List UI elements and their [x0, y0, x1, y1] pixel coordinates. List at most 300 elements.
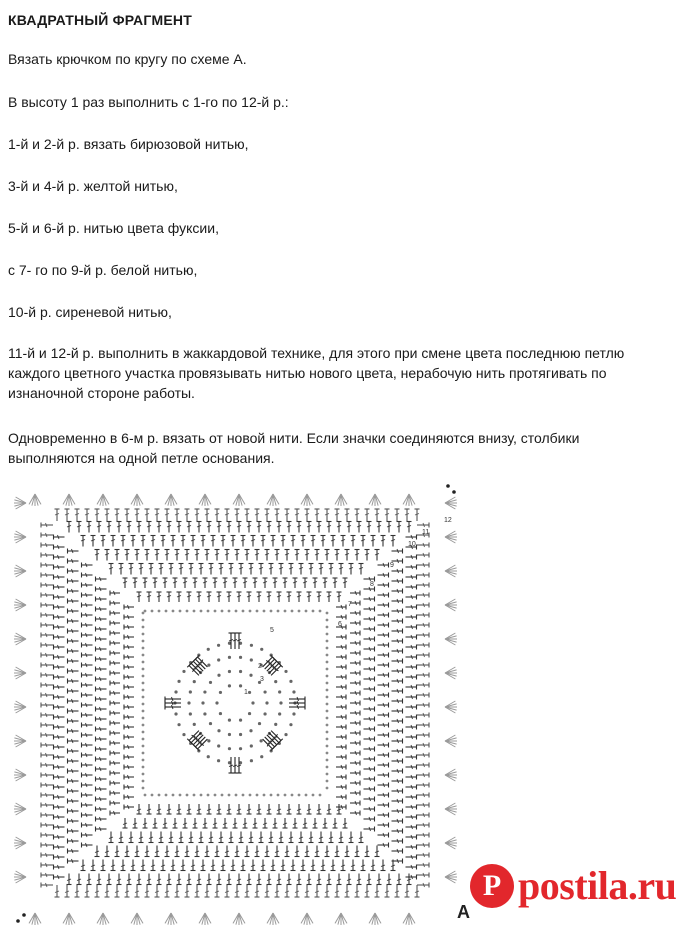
- stitch-symbol: [417, 553, 429, 558]
- stitch-symbol: [217, 522, 222, 533]
- stitch-symbol: [225, 550, 230, 561]
- stitch-symbol: [417, 763, 429, 768]
- petal-stitch: [233, 633, 238, 649]
- stitch-symbol: [417, 573, 429, 578]
- stitch-symbol: [82, 813, 93, 818]
- stitch-symbol: [387, 522, 392, 533]
- paragraph-8: 11-й и 12-й р. выполнить в жаккардовой технике, для этого при смене цвета последнюю петлю каждого цветного участка провязывать нитью нового цвета, нерабочую нить протягивать по изнаночной стороне работы.: [8, 345, 625, 401]
- stitch-symbol: [378, 773, 389, 778]
- stitch-symbol: [82, 603, 93, 608]
- chain-dot: [142, 724, 145, 727]
- stitch-symbol: [157, 522, 162, 533]
- stitch-symbol: [54, 565, 65, 570]
- stitch-symbol: [54, 675, 65, 680]
- stitch-symbol: [285, 550, 290, 561]
- row-number: 9: [390, 562, 394, 569]
- stitch-symbol: [177, 874, 182, 885]
- stitch-symbol: [285, 509, 290, 521]
- stitch-symbol: [107, 522, 112, 533]
- stitch-symbol: [41, 743, 53, 748]
- chain-dot: [279, 701, 282, 704]
- stitch-symbol: [350, 781, 360, 786]
- stitch-symbol: [68, 639, 79, 644]
- stitch-symbol: [96, 767, 107, 772]
- stitch-symbol: [41, 853, 53, 858]
- stitch-symbol: [54, 535, 65, 540]
- stitch-symbol: [361, 860, 366, 871]
- chain-dot: [319, 610, 322, 613]
- stitch-symbol: [417, 883, 429, 888]
- chain-dot: [228, 610, 231, 613]
- stitch-symbol: [249, 564, 254, 575]
- stitch-symbol: [392, 569, 403, 574]
- stitch-symbol: [307, 522, 312, 533]
- stitch-symbol: [277, 804, 282, 814]
- chain-dot: [142, 787, 145, 790]
- stitch-symbol: [217, 592, 222, 602]
- stitch-symbol: [319, 832, 324, 843]
- stitch-symbol: [417, 863, 429, 868]
- stitch-symbol: [67, 874, 72, 885]
- chain-dot: [189, 712, 192, 715]
- stitch-symbol: [215, 885, 220, 897]
- stitch-symbol: [115, 550, 120, 561]
- stitch-symbol: [307, 804, 312, 814]
- stitch-symbol: [249, 832, 254, 843]
- chain-dot: [277, 610, 280, 613]
- chain-dot: [291, 794, 294, 797]
- stitch-symbol: [267, 592, 272, 602]
- stitch-symbol: [121, 860, 126, 871]
- stitch-symbol: [96, 707, 107, 712]
- stitch-symbol: [157, 592, 162, 602]
- stitch-symbol: [333, 818, 338, 828]
- stitch-symbol: [349, 832, 354, 843]
- stitch-symbol: [385, 885, 390, 897]
- row-number: 10: [408, 541, 416, 548]
- stitch-symbol: [85, 509, 90, 521]
- stitch-symbol: [110, 681, 120, 686]
- stitch-symbol: [41, 713, 53, 718]
- stitch-symbol: [336, 725, 346, 730]
- stitch-symbol: [305, 846, 310, 857]
- stitch-symbol: [129, 832, 134, 843]
- chain-dot: [278, 712, 281, 715]
- stitch-symbol: [299, 832, 304, 843]
- stitch-symbol: [124, 695, 134, 700]
- chain-dot: [326, 787, 329, 790]
- stitch-symbol: [415, 509, 420, 521]
- stitch-symbol: [247, 804, 252, 814]
- stitch-symbol: [205, 885, 210, 897]
- stitch-symbol: [315, 509, 320, 521]
- stitch-symbol: [75, 509, 80, 521]
- stitch-symbol: [193, 578, 198, 588]
- stitch-symbol: [337, 522, 342, 533]
- row-number: 2: [258, 663, 262, 670]
- chain-dot: [239, 747, 242, 750]
- chain-dot: [142, 619, 145, 622]
- chain-dot: [142, 731, 145, 734]
- chain-dot: [250, 644, 253, 647]
- stitch-symbol: [110, 721, 120, 726]
- stitch-symbol: [251, 536, 256, 547]
- stitch-symbol: [329, 564, 334, 575]
- stitch-symbol: [199, 564, 204, 575]
- stitch-symbol: [378, 613, 389, 618]
- stitch-symbol: [265, 885, 270, 897]
- stitch-symbol: [110, 771, 120, 776]
- chain-dot: [228, 684, 231, 687]
- stitch-symbol: [96, 727, 107, 732]
- stitch-symbol: [406, 745, 417, 750]
- chain-dot: [142, 626, 145, 629]
- stitch-symbol: [397, 522, 402, 533]
- stitch-symbol: [387, 874, 392, 885]
- stitch-symbol: [124, 655, 134, 660]
- stitch-symbol: [82, 803, 93, 808]
- chain-dot: [215, 701, 218, 704]
- stitch-symbol: [364, 777, 375, 782]
- paragraph-6: с 7- го по 9-й р. белой нитью,: [8, 262, 198, 278]
- stitch-symbol: [378, 643, 389, 648]
- stitch-symbol: [68, 709, 79, 714]
- stitch-symbol: [225, 885, 230, 897]
- stitch-symbol: [167, 522, 172, 533]
- stitch-symbol: [41, 543, 53, 548]
- chain-dot: [142, 689, 145, 692]
- chain-dot: [239, 684, 242, 687]
- stitch-symbol: [147, 874, 152, 885]
- stitch-symbol: [68, 609, 79, 614]
- chain-dot: [326, 668, 329, 671]
- stitch-symbol: [287, 522, 292, 533]
- stitch-symbol: [406, 685, 417, 690]
- stitch-symbol: [337, 874, 342, 885]
- stitch-symbol: [336, 715, 346, 720]
- stitch-symbol: [105, 885, 110, 897]
- chain-dot: [200, 610, 203, 613]
- stitch-symbol: [205, 846, 210, 857]
- stitch-symbol: [331, 860, 336, 871]
- chain-dot: [207, 739, 210, 742]
- stitch-symbol: [392, 729, 403, 734]
- stitch-symbol: [325, 509, 330, 521]
- stitch-symbol: [406, 865, 417, 870]
- stitch-symbol: [82, 633, 93, 638]
- stitch-symbol: [54, 725, 65, 730]
- stitch-symbol: [153, 818, 158, 828]
- stitch-symbol: [364, 807, 375, 812]
- chain-dot: [249, 610, 252, 613]
- stitch-symbol: [378, 673, 389, 678]
- stitch-symbol: [41, 873, 53, 878]
- stitch-symbol: [381, 536, 386, 547]
- stitch-symbol: [417, 523, 429, 528]
- petal-stitch: [233, 757, 238, 773]
- stitch-symbol: [357, 874, 362, 885]
- stitch-symbol: [41, 803, 53, 808]
- stitch-symbol: [255, 550, 260, 561]
- stitch-symbol: [68, 769, 79, 774]
- stitch-symbol: [239, 832, 244, 843]
- stitch-symbol: [364, 677, 375, 682]
- stitch-symbol: [375, 846, 380, 857]
- stitch-symbol: [303, 578, 308, 588]
- stitch-symbol: [41, 563, 53, 568]
- stitch-symbol: [187, 522, 192, 533]
- stitch-symbol: [378, 833, 389, 838]
- chain-dot: [284, 733, 287, 736]
- stitch-symbol: [91, 860, 96, 871]
- stitch-symbol: [364, 597, 375, 602]
- stitch-symbol: [135, 509, 140, 521]
- stitch-symbol: [137, 874, 142, 885]
- stitch-symbol: [85, 885, 90, 897]
- stitch-symbol: [392, 579, 403, 584]
- stitch-symbol: [350, 751, 360, 756]
- stitch-symbol: [111, 536, 116, 547]
- stitch-symbol: [68, 679, 79, 684]
- stitch-symbol: [215, 846, 220, 857]
- stitch-symbol: [135, 885, 140, 897]
- stitch-symbol: [275, 509, 280, 521]
- stitch-symbol: [54, 575, 65, 580]
- stitch-symbol: [371, 860, 376, 871]
- chain-dot: [326, 731, 329, 734]
- stitch-symbol: [350, 721, 360, 726]
- stitch-symbol: [350, 771, 360, 776]
- stitch-symbol: [137, 804, 142, 814]
- stitch-symbol: [54, 785, 65, 790]
- stitch-symbol: [303, 818, 308, 828]
- stitch-symbol: [129, 564, 134, 575]
- stitch-symbol: [307, 874, 312, 885]
- stitch-symbol: [233, 578, 238, 588]
- stitch-symbol: [187, 804, 192, 814]
- stitch-symbol: [341, 860, 346, 871]
- stitch-symbol: [131, 860, 136, 871]
- stitch-symbol: [54, 655, 65, 660]
- stitch-symbol: [275, 846, 280, 857]
- stitch-symbol: [406, 665, 417, 670]
- petal-stitch: [289, 701, 305, 706]
- stitch-symbol: [406, 535, 417, 540]
- stitch-symbol: [417, 693, 429, 698]
- stitch-symbol: [364, 697, 375, 702]
- stitch-symbol: [213, 578, 218, 588]
- stitch-symbol: [392, 719, 403, 724]
- chain-dot: [158, 610, 161, 613]
- stitch-symbol: [68, 579, 79, 584]
- stitch-symbol: [141, 536, 146, 547]
- chain-dot: [326, 689, 329, 692]
- stitch-symbol: [392, 849, 403, 854]
- stitch-symbol: [183, 818, 188, 828]
- stitch-symbol: [95, 885, 100, 897]
- chain-dot: [207, 794, 210, 797]
- stitch-symbol: [317, 592, 322, 602]
- stitch-symbol: [110, 641, 120, 646]
- stitch-symbol: [54, 695, 65, 700]
- chain-dot: [248, 691, 251, 694]
- stitch-symbol: [339, 564, 344, 575]
- stitch-symbol: [392, 709, 403, 714]
- stitch-symbol: [41, 813, 53, 818]
- stitch-symbol: [175, 550, 180, 561]
- stitch-symbol: [96, 697, 107, 702]
- stitch-symbol: [157, 804, 162, 814]
- stitch-symbol: [96, 777, 107, 782]
- chain-dot: [214, 794, 217, 797]
- chain-dot: [142, 759, 145, 762]
- stitch-symbol: [219, 832, 224, 843]
- stitch-symbol: [406, 645, 417, 650]
- stitch-symbol: [378, 573, 389, 578]
- row-number: 5: [270, 627, 274, 634]
- chain-dot: [142, 752, 145, 755]
- stitch-symbol: [336, 705, 346, 710]
- stitch-symbol: [245, 550, 250, 561]
- stitch-symbol: [364, 707, 375, 712]
- stitch-symbol: [364, 797, 375, 802]
- stitch-symbol: [54, 875, 65, 880]
- chain-dot: [187, 701, 190, 704]
- stitch-symbol: [392, 549, 403, 554]
- stitch-symbol: [392, 649, 403, 654]
- stitch-symbol: [54, 635, 65, 640]
- stitch-symbol: [124, 705, 134, 710]
- stitch-symbol: [336, 785, 346, 790]
- stitch-symbol: [385, 509, 390, 521]
- stitch-symbol: [392, 599, 403, 604]
- stitch-symbol: [82, 573, 93, 578]
- stitch-symbol: [417, 703, 429, 708]
- stitch-symbol: [199, 832, 204, 843]
- stitch-symbol: [82, 763, 93, 768]
- stitch-symbol: [392, 639, 403, 644]
- stitch-symbol: [68, 659, 79, 664]
- stitch-symbol: [41, 643, 53, 648]
- stitch-symbol: [54, 685, 65, 690]
- stitch-symbol: [197, 874, 202, 885]
- stitch-symbol: [155, 885, 160, 897]
- stitch-symbol: [223, 578, 228, 588]
- stitch-symbol: [65, 509, 70, 521]
- stitch-symbol: [111, 860, 116, 871]
- stitch-symbol: [187, 874, 192, 885]
- stitch-symbol: [317, 522, 322, 533]
- stitch-symbol: [41, 663, 53, 668]
- stitch-symbol: [336, 695, 346, 700]
- stitch-symbol: [417, 733, 429, 738]
- stitch-symbol: [392, 659, 403, 664]
- stitch-symbol: [155, 509, 160, 521]
- paragraph-5: 5-й и 6-й р. нитью цвета фуксии,: [8, 220, 219, 236]
- stitch-symbol: [167, 874, 172, 885]
- stitch-symbol: [139, 832, 144, 843]
- stitch-symbol: [110, 621, 120, 626]
- stitch-symbol: [265, 509, 270, 521]
- stitch-symbol: [406, 625, 417, 630]
- chain-dot: [151, 610, 154, 613]
- stitch-symbol: [125, 550, 130, 561]
- chain-dot: [305, 794, 308, 797]
- stitch-symbol: [243, 578, 248, 588]
- chain-dot: [235, 610, 238, 613]
- stitch-symbol: [124, 665, 134, 670]
- stitch-symbol: [406, 595, 417, 600]
- stitch-symbol: [407, 522, 412, 533]
- stitch-symbol: [327, 804, 332, 814]
- stitch-symbol: [378, 783, 389, 788]
- stitch-symbol: [336, 665, 346, 670]
- stitch-symbol: [406, 855, 417, 860]
- stitch-symbol: [350, 731, 360, 736]
- stitch-symbol: [257, 522, 262, 533]
- stitch-symbol: [259, 564, 264, 575]
- stitch-symbol: [68, 739, 79, 744]
- stitch-symbol: [247, 522, 252, 533]
- stitch-symbol: [96, 737, 107, 742]
- stitch-symbol: [231, 860, 236, 871]
- stitch-symbol: [253, 818, 258, 828]
- stitch-symbol: [119, 564, 124, 575]
- stitch-symbol: [350, 761, 360, 766]
- stitch-symbol: [147, 804, 152, 814]
- stitch-symbol: [95, 509, 100, 521]
- stitch-symbol: [77, 522, 82, 533]
- stitch-symbol: [295, 885, 300, 897]
- stitch-symbol: [406, 815, 417, 820]
- stitch-symbol: [68, 599, 79, 604]
- stitch-symbol: [406, 575, 417, 580]
- chain-dot: [207, 664, 210, 667]
- stitch-symbol: [267, 522, 272, 533]
- stitch-symbol: [345, 550, 350, 561]
- stitch-symbol: [391, 536, 396, 547]
- stitch-symbol: [41, 723, 53, 728]
- stitch-symbol: [297, 592, 302, 602]
- stitch-symbol: [177, 592, 182, 602]
- chain-dot: [228, 794, 231, 797]
- stitch-symbol: [253, 578, 258, 588]
- stitch-symbol: [392, 779, 403, 784]
- stitch-symbol: [96, 687, 107, 692]
- stitch-symbol: [68, 559, 79, 564]
- stitch-symbol: [375, 509, 380, 521]
- stitch-symbol: [217, 874, 222, 885]
- chain-dot: [260, 755, 263, 758]
- stitch-symbol: [305, 885, 310, 897]
- chain-dot: [182, 670, 185, 673]
- chain-dot: [182, 733, 185, 736]
- stitch-symbol: [283, 818, 288, 828]
- stitch-symbol: [147, 522, 152, 533]
- petal-stitch: [165, 701, 181, 706]
- stitch-symbol: [263, 818, 268, 828]
- stitch-symbol: [378, 813, 389, 818]
- stitch-symbol: [54, 805, 65, 810]
- stitch-symbol: [350, 741, 360, 746]
- stitch-symbol: [107, 874, 112, 885]
- stitch-symbol: [235, 550, 240, 561]
- stitch-symbol: [82, 743, 93, 748]
- stitch-symbol: [68, 829, 79, 834]
- stitch-symbol: [41, 883, 53, 888]
- stitch-symbol: [392, 629, 403, 634]
- chain-dot: [326, 780, 329, 783]
